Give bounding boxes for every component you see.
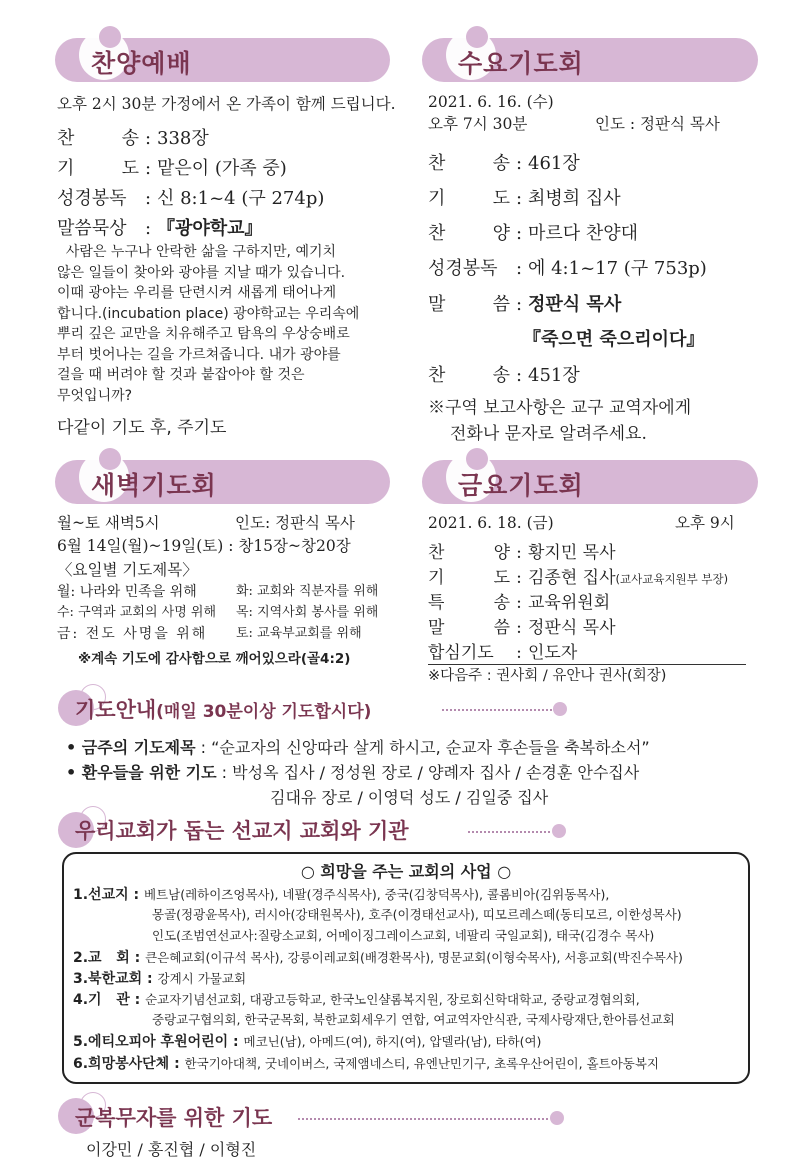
wednesday-date: 2021. 6. 16. (수) <box>428 93 554 111</box>
wednesday-row-closing-hymn: 찬 송 : 451장 <box>428 365 580 386</box>
wednesday-row-scripture: 성경봉독 : 에 4:1~17 (구 753p) <box>428 258 707 279</box>
section-title: 새벽기도회 <box>91 471 217 500</box>
mission-line: 2.교 회 : 큰은혜교회(이규석 목사), 강릉이레교회(배경환목사), 명문교회(이형숙목사), 서흥교회(박진수목사) <box>73 950 683 966</box>
section-header-wednesday-prayer <box>422 38 758 82</box>
section-title: 금요기도회 <box>458 471 584 500</box>
dawn-topic-sat: 토: 교육부교회를 위해 <box>236 626 362 641</box>
friday-date: 2021. 6. 18. (금) <box>428 514 554 532</box>
dotted-leader <box>442 709 552 711</box>
missions-heading: 우리교회가 돕는 선교지 교회와 기관 <box>75 819 409 843</box>
mission-line: 6.희망봉사단체 : 한국기아대책, 굿네이버스, 국제앰네스티, 유엔난민기구, 초록우산어린이, 홀트아동복지 <box>73 1056 659 1072</box>
mission-line: 몽골(정광윤목사), 러시아(강태원목사), 호주(이경태선교사), 띠모르레스떼(동티모르, 이한성목사) <box>152 907 682 922</box>
wednesday-time: 오후 7시 30분 <box>428 115 528 133</box>
mission-line: 5.에티오피아 후원어린이 : 메코닌(남), 아메드(여), 하지(여), 압델라(남), 타하(여) <box>73 1034 542 1050</box>
wednesday-leader: 인도 : 정판식 목사 <box>595 115 720 133</box>
worship-row-meditation: 말씀묵상 : 『광야학교』 <box>57 218 263 239</box>
wednesday-row-hymn: 찬 송 : 461장 <box>428 153 580 174</box>
dotted-leader <box>468 831 550 833</box>
section-header-dawn-prayer <box>55 460 390 504</box>
wednesday-notice: ※구역 보고사항은 교구 교역자에게 <box>428 398 692 418</box>
soldiers-heading: 군복무자를 위한 기도 <box>75 1106 273 1130</box>
end-dot <box>553 702 567 716</box>
dawn-topic-mon: 월: 나라와 민족을 위해 <box>57 584 197 600</box>
wednesday-row-sermon: 말 씀 : 정판식 목사 <box>428 294 622 315</box>
missions-box-title: ○ 희망을 주는 교회의 사업 ○ <box>300 862 512 881</box>
end-dot <box>552 824 566 838</box>
mission-line: 4.기 관 : 순교자기념선교회, 대광고등학교, 한국노인샬롬복지원, 장로회신학대학교, 중랑교경협의회, <box>73 992 640 1008</box>
wednesday-notice-cont: 전화나 문자로 알려주세요. <box>450 424 647 444</box>
worship-row-hymn: 찬 송 : 338장 <box>57 128 209 149</box>
wednesday-sermon-title: 『죽으면 죽으리이다』 <box>523 329 705 350</box>
patients-prayer-item: • 환우들을 위한 기도 : 박성옥 집사 / 정성원 장로 / 양례자 집사 / 손경훈 안수집사 <box>66 763 640 782</box>
dawn-topic-wed: 수: 구역과 교회의 사명 위해 <box>57 605 217 620</box>
dawn-topic-fri: 금: 전도 사명을 위해 <box>57 626 208 642</box>
section-header-sunday-worship <box>55 38 390 82</box>
section-title: 찬양예배 <box>91 49 192 78</box>
section-title: 수요기도회 <box>458 49 584 78</box>
dawn-verse: ※계속 기도에 감사함으로 깨어있으라(골4:2) <box>78 651 351 667</box>
divider <box>428 664 746 665</box>
worship-row-prayer: 기 도 : 맡은이 (가족 중) <box>57 158 287 179</box>
friday-row-sermon: 말 씀 : 정판식 목사 <box>428 618 616 638</box>
friday-row-prayer: 기 도 : 김종현 집사(교사교육지원부 부장) <box>428 568 729 588</box>
meditation-paragraph: 사람은 누구나 안락한 삶을 구하지만, 예기치 않은 일들이 찾아와 광야를 지날 때가 있습니다. 이때 광야는 우리를 단련시켜 새롭게 태어나게 합니다.(incubation place) 광야학교는 우리속에 뿌리 깊은 교만을 치유해주고 탐욕의 우상숭배로 부터 벗어나는 길을 가르쳐줍니다. 내가 광야를 걸을 때 버려야 할 것과 붙잡아야 할 것은 무엇입니까? <box>57 244 360 404</box>
dawn-topic-tue: 화: 교회와 직분자를 위해 <box>236 584 379 599</box>
friday-time: 오후 9시 <box>675 514 735 532</box>
dawn-topic-thu: 목: 지역사회 봉사를 위해 <box>236 605 379 620</box>
worship-closing: 다같이 기도 후, 주기도 <box>57 418 227 438</box>
end-dot <box>550 1111 564 1125</box>
dawn-period: 6월 14일(월)~19일(토) : 창15장~창20장 <box>57 537 351 555</box>
mission-line: 중랑교구협의회, 한국군목회, 북한교회세우기 연합, 여교역자안식관, 국제사랑재단,한아름선교회 <box>152 1012 675 1027</box>
friday-row-group-prayer: 합심기도 : 인도자 <box>428 643 578 663</box>
dawn-leader: 인도: 정판식 목사 <box>235 514 355 532</box>
section-header-friday-prayer <box>422 460 758 504</box>
dawn-schedule: 월~토 새벽5시 <box>57 514 160 532</box>
patients-prayer-cont: 김대유 장로 / 이영덕 성도 / 김일중 집사 <box>270 788 549 807</box>
friday-row-special-song: 특 송 : 교육위원회 <box>428 593 611 613</box>
wednesday-row-prayer: 기 도 : 최병희 집사 <box>428 188 621 209</box>
friday-row-praise: 찬 양 : 황지민 목사 <box>428 543 616 563</box>
mission-line: 3.북한교회 : 강계시 가물교회 <box>73 971 247 987</box>
dawn-topics-heading: 〈요일별 기도제목〉 <box>57 561 198 579</box>
worship-row-scripture: 성경봉독 : 신 8:1~4 (구 274p) <box>57 188 325 209</box>
mission-line: 1.선교지 : 베트남(레하이즈엉목사), 네팔(경주식목사), 중국(김창덕목사), 콜롬비아(김위동목사), <box>73 887 610 903</box>
dotted-leader <box>298 1118 548 1120</box>
worship-intro: 오후 2시 30분 가정에서 온 가족이 함께 드립니다. <box>57 95 396 113</box>
mission-line: 인도(조범연선교사:질랑소교회, 어메이징그레이스교회, 네팔리 국일교회), 태국(김경수 목사) <box>152 928 655 943</box>
prayer-guide-heading: 기도안내(매일 30분이상 기도합시다) <box>75 698 372 722</box>
friday-next-week: ※다음주 : 권사회 / 유안나 권사(회장) <box>428 668 667 684</box>
prayer-topic-item: • 금주의 기도제목 : “순교자의 신앙따라 살게 하시고, 순교자 후손들을 축복하소서” <box>66 738 650 757</box>
soldiers-names: 이강민 / 홍진협 / 이형진 <box>86 1140 257 1159</box>
wednesday-row-choir: 찬 양 : 마르다 찬양대 <box>428 223 639 244</box>
